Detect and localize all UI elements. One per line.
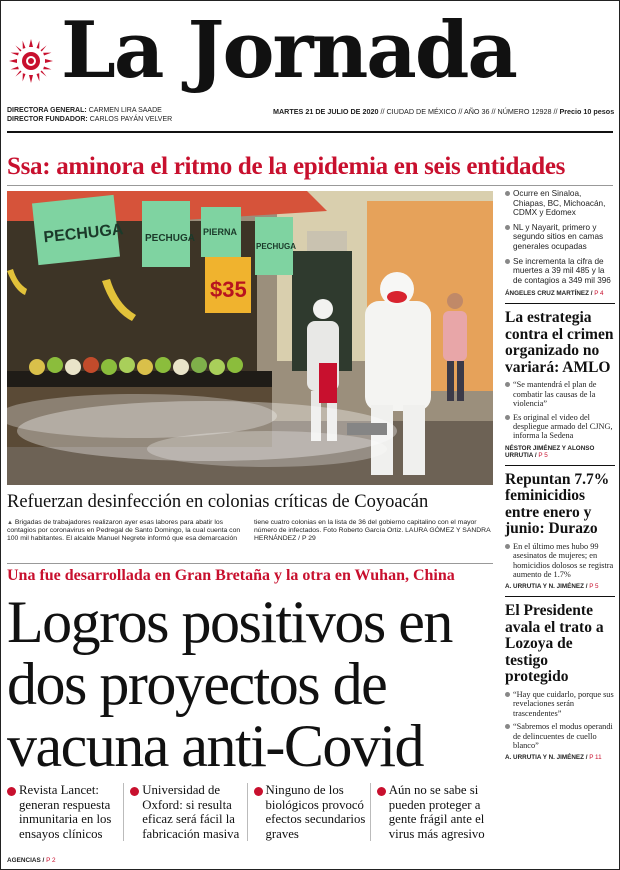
- list-item: Aún no se sabe si pueden proteger a gente frágil ante el virus más agresivo: [377, 783, 493, 841]
- byline: AGENCIAS / P 2: [7, 857, 56, 864]
- byline: A. URRUTIA Y N. JIMÉNEZ / P 11: [505, 754, 602, 762]
- story-headline[interactable]: El Presidente avala el trato a Lozoya de testigo protegido: [505, 602, 604, 686]
- list-item: En el último mes hubo 99 asesinatos de mujeres; en homicidios dolosos se registra aumento de 1.7%: [505, 542, 615, 580]
- list-item: Revista Lancet: generan respuesta inmunitaria en los ensayos clínicos: [7, 783, 124, 841]
- vaccine-kicker: Una fue desarrollada en Gran Bretaña y la otra en Wuhan, China: [7, 567, 455, 584]
- list-item: “Hay que cuidarlo, porque sus revelaciones serán trascendentes”: [505, 690, 615, 718]
- right-column: [505, 189, 615, 761]
- caption-arrow-icon: ▲: [7, 520, 13, 526]
- list-item: Ocurre en Sinaloa, Chiapas, BC, Michoacán, CDMX y Edomex: [505, 189, 615, 218]
- vaccine-points: [7, 783, 493, 841]
- staff-label: DIRECTOR FUNDADOR:: [7, 116, 88, 123]
- vaccine-headline[interactable]: Logros positivos en dos proyectos de vacuna anti-Covid: [7, 589, 452, 779]
- list-item: “Sabremos el modus operandi de delincuentes de cuello blanco”: [505, 722, 615, 750]
- sun-logo-icon: [7, 37, 55, 85]
- caption-page: P 29: [301, 535, 316, 543]
- staff-name: CARLOS PAYÁN VELVER: [89, 116, 173, 123]
- list-item: NL y Nayarit, primero y segundo sitios en camas generales ocupadas: [505, 223, 615, 252]
- section-divider: [7, 185, 613, 186]
- list-item: “Se mantendrá el plan de combatir las causas de la violencia”: [505, 380, 615, 408]
- svg-text:PIERNA: PIERNA: [203, 227, 238, 237]
- caption-byline: LAURA GÓMEZ Y SANDRA HERNÁNDEZ: [254, 527, 491, 543]
- byline: A. URRUTIA Y N. JIMÉNEZ / P 5: [505, 583, 599, 591]
- list-item: Es original el video del despliegue armado del CJNG, informa la Sedena: [505, 413, 615, 441]
- list-item: Se incrementa la cifra de muertes a 39 mil 485 y la de contagios a 349 mil 396: [505, 257, 615, 286]
- byline: ÁNGELES CRUZ MARTÍNEZ / P 4: [505, 290, 604, 298]
- story-headline[interactable]: Repuntan 7.7% feminicidios entre enero y junio: Durazo: [505, 470, 610, 538]
- svg-text:PECHUGA: PECHUGA: [42, 221, 125, 247]
- byline: NÉSTOR JIMÉNEZ Y ALONSO URRUTIA / P 5: [505, 444, 595, 459]
- dateline: MARTES 21 DE JULIO DE 2020 // CIUDAD DE MÉXICO // AÑO 36 // NÚMERO 12928 // Precio 10 pesos: [273, 107, 615, 116]
- section-divider: [7, 563, 493, 564]
- lead-headline[interactable]: Ssa: aminora el ritmo de la epidemia en seis entidades: [7, 153, 566, 180]
- photo-caption: ▲ Brigadas de trabajadores realizaron ayer esas labores para abatir los contagios por coronavirus en Pedregal de Santo Domingo, la cual cuenta con 100 mil habitantes. El alcalde Manuel Negrete informó que esa demarcación tiene cuatro colonias en la lista de 36 del gobierno capitalino con el mayor número de infectados. Foto Roberto García Ortiz. LAURA GÓMEZ Y SANDRA HERNÁNDEZ / P 29: [7, 519, 491, 543]
- issue-city: CIUDAD DE MÉXICO: [386, 107, 457, 116]
- lead-photo[interactable]: [7, 191, 493, 485]
- staff-credits: [7, 106, 172, 124]
- svg-text:PECHUGA: PECHUGA: [256, 242, 297, 251]
- caption-text: Brigadas de trabajadores realizaron ayer esas labores para abatir los contagios por coronavirus en Pedregal de Santo Domingo, la cual cuenta con 100 mil habitantes. El alcalde Manuel Negrete informó que esa demarcación tiene cuatro colonias en la lista de 36 del gobierno capitalino con el mayor número de infectados.: [7, 519, 477, 543]
- issue-year: AÑO 36: [463, 107, 490, 116]
- list-item: Ninguno de los biológicos provocó efectos secundarios graves: [254, 783, 371, 841]
- issue-date: MARTES 21 DE JULIO DE 2020: [273, 107, 379, 116]
- staff-name: CARMEN LIRA SAADE: [88, 107, 162, 114]
- caption-credit: Foto Roberto García Ortiz.: [323, 527, 404, 535]
- svg-text:PECHUGA: PECHUGA: [145, 233, 196, 244]
- photo-headline[interactable]: Refuerzan desinfección en colonias críticas de Coyoacán: [7, 492, 429, 512]
- issue-price: Precio 10 pesos: [559, 107, 615, 116]
- issue-number: NÚMERO 12928: [497, 107, 552, 116]
- masthead-divider: [7, 131, 613, 133]
- column-divider: [505, 596, 615, 597]
- staff-label: DIRECTORA GENERAL:: [7, 107, 87, 114]
- masthead-title: La Jornada: [61, 5, 516, 96]
- column-divider: [505, 303, 615, 304]
- story-headline[interactable]: La estrategia contra el crimen organizado no variará: AMLO: [505, 309, 614, 376]
- column-divider: [505, 465, 615, 466]
- svg-text:$35: $35: [210, 277, 247, 302]
- list-item: Universidad de Oxford: si resulta eficaz será fácil la fabricación masiva: [130, 783, 247, 841]
